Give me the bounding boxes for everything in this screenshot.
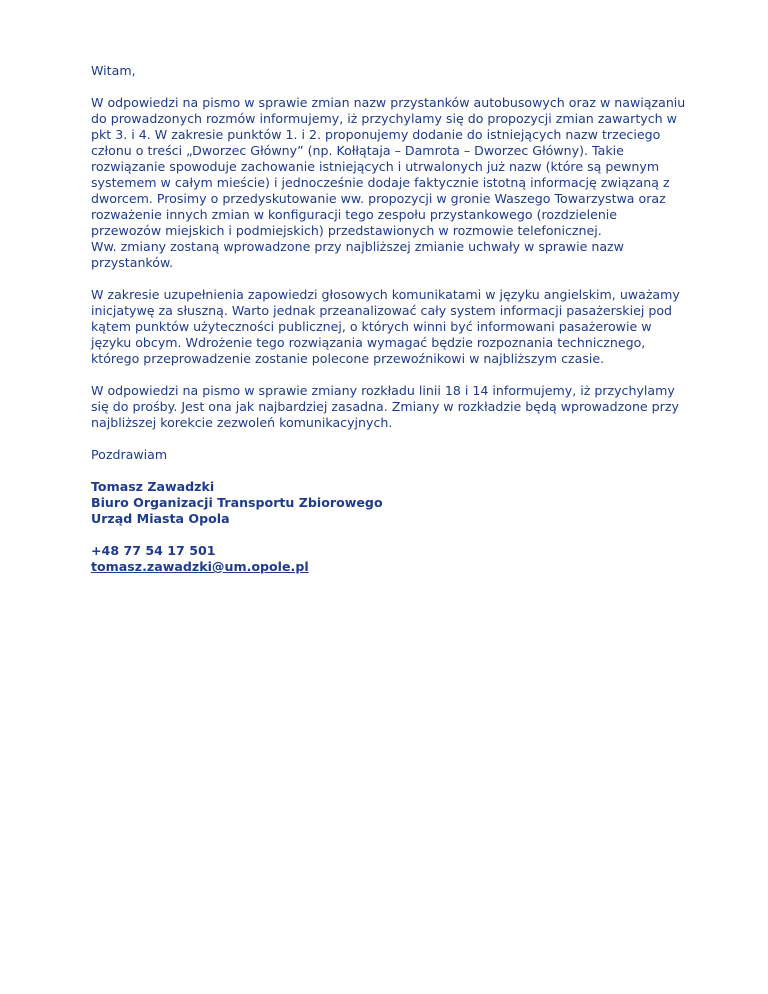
signature-name: Tomasz Zawadzki [91,479,215,494]
contact-phone: +48 77 54 17 501 [91,543,216,558]
closing: Pozdrawiam [91,447,168,462]
contact-block [91,543,691,575]
signature-department: Biuro Organizacji Transportu Zbiorowego [91,495,383,510]
email-letter [91,63,691,575]
paragraph-timetable-change: W odpowiedzi na pismo w sprawie zmiany rozkładu linii 18 i 14 informujemy, iż przychylamy się do prośby. Jest ona jak najbardziej zasadna. Zmiany w rozkładzie będą wprowadzone przy najbliższej korekcie zezwoleń komunikacyjnych. [91,383,679,430]
contact-email-link[interactable]: tomasz.zawadzki@um.opole.pl [91,559,309,574]
paragraph-stop-names: W odpowiedzi na pismo w sprawie zmian nazw przystanków autobusowych oraz w nawiązaniu do prowadzonych rozmów informujemy, iż przychylamy się do propozycji zmian zawartych w pkt 3. i 4. W zakresie punktów 1. i 2. proponujemy dodanie do istniejących nazw trzeciego członu o treści „Dworzec Główny” (np. Kołłątaja – Damrota – Dworzec Główny). Takie rozwiązanie spowoduje zachowanie istniejących i utrwalonych już nazw (które są pewnym systemem w całym mieście) i jednocześnie dodaje faktycznie istotną informację związaną z dworcem. Prosimy o przedyskutowanie ww. propozycji w gronie Waszego Towarzystwa oraz rozważenie innych zmian w konfiguracji tego zespołu przystankowego (rozdzielenie przewozów miejskich i podmiejskich) przedstawionych w rozmowie telefonicznej. [91,95,686,238]
paragraph-voice-announcements: W zakresie uzupełnienia zapowiedzi głosowych komunikatami w języku angielskim, uważamy inicjatywę za słuszną. Warto jednak przeanalizować cały system informacji pasażerskiej pod kątem punktów użyteczności publicznej, o których winni być informowani pasażerowie w języku obcym. Wdrożenie tego rozwiązania wymagać będzie rozpoznania technicznego, którego przeprowadzenie zostanie polecone przewoźnikowi w najbliższym czasie. [91,287,680,366]
paragraph-stop-names-followup: Ww. zmiany zostaną wprowadzone przy najbliższej zmianie uchwały w sprawie nazw przystanków. [91,239,624,270]
signature-office: Urząd Miasta Opola [91,511,230,526]
greeting: Witam, [91,63,136,78]
signature-block [91,479,691,527]
